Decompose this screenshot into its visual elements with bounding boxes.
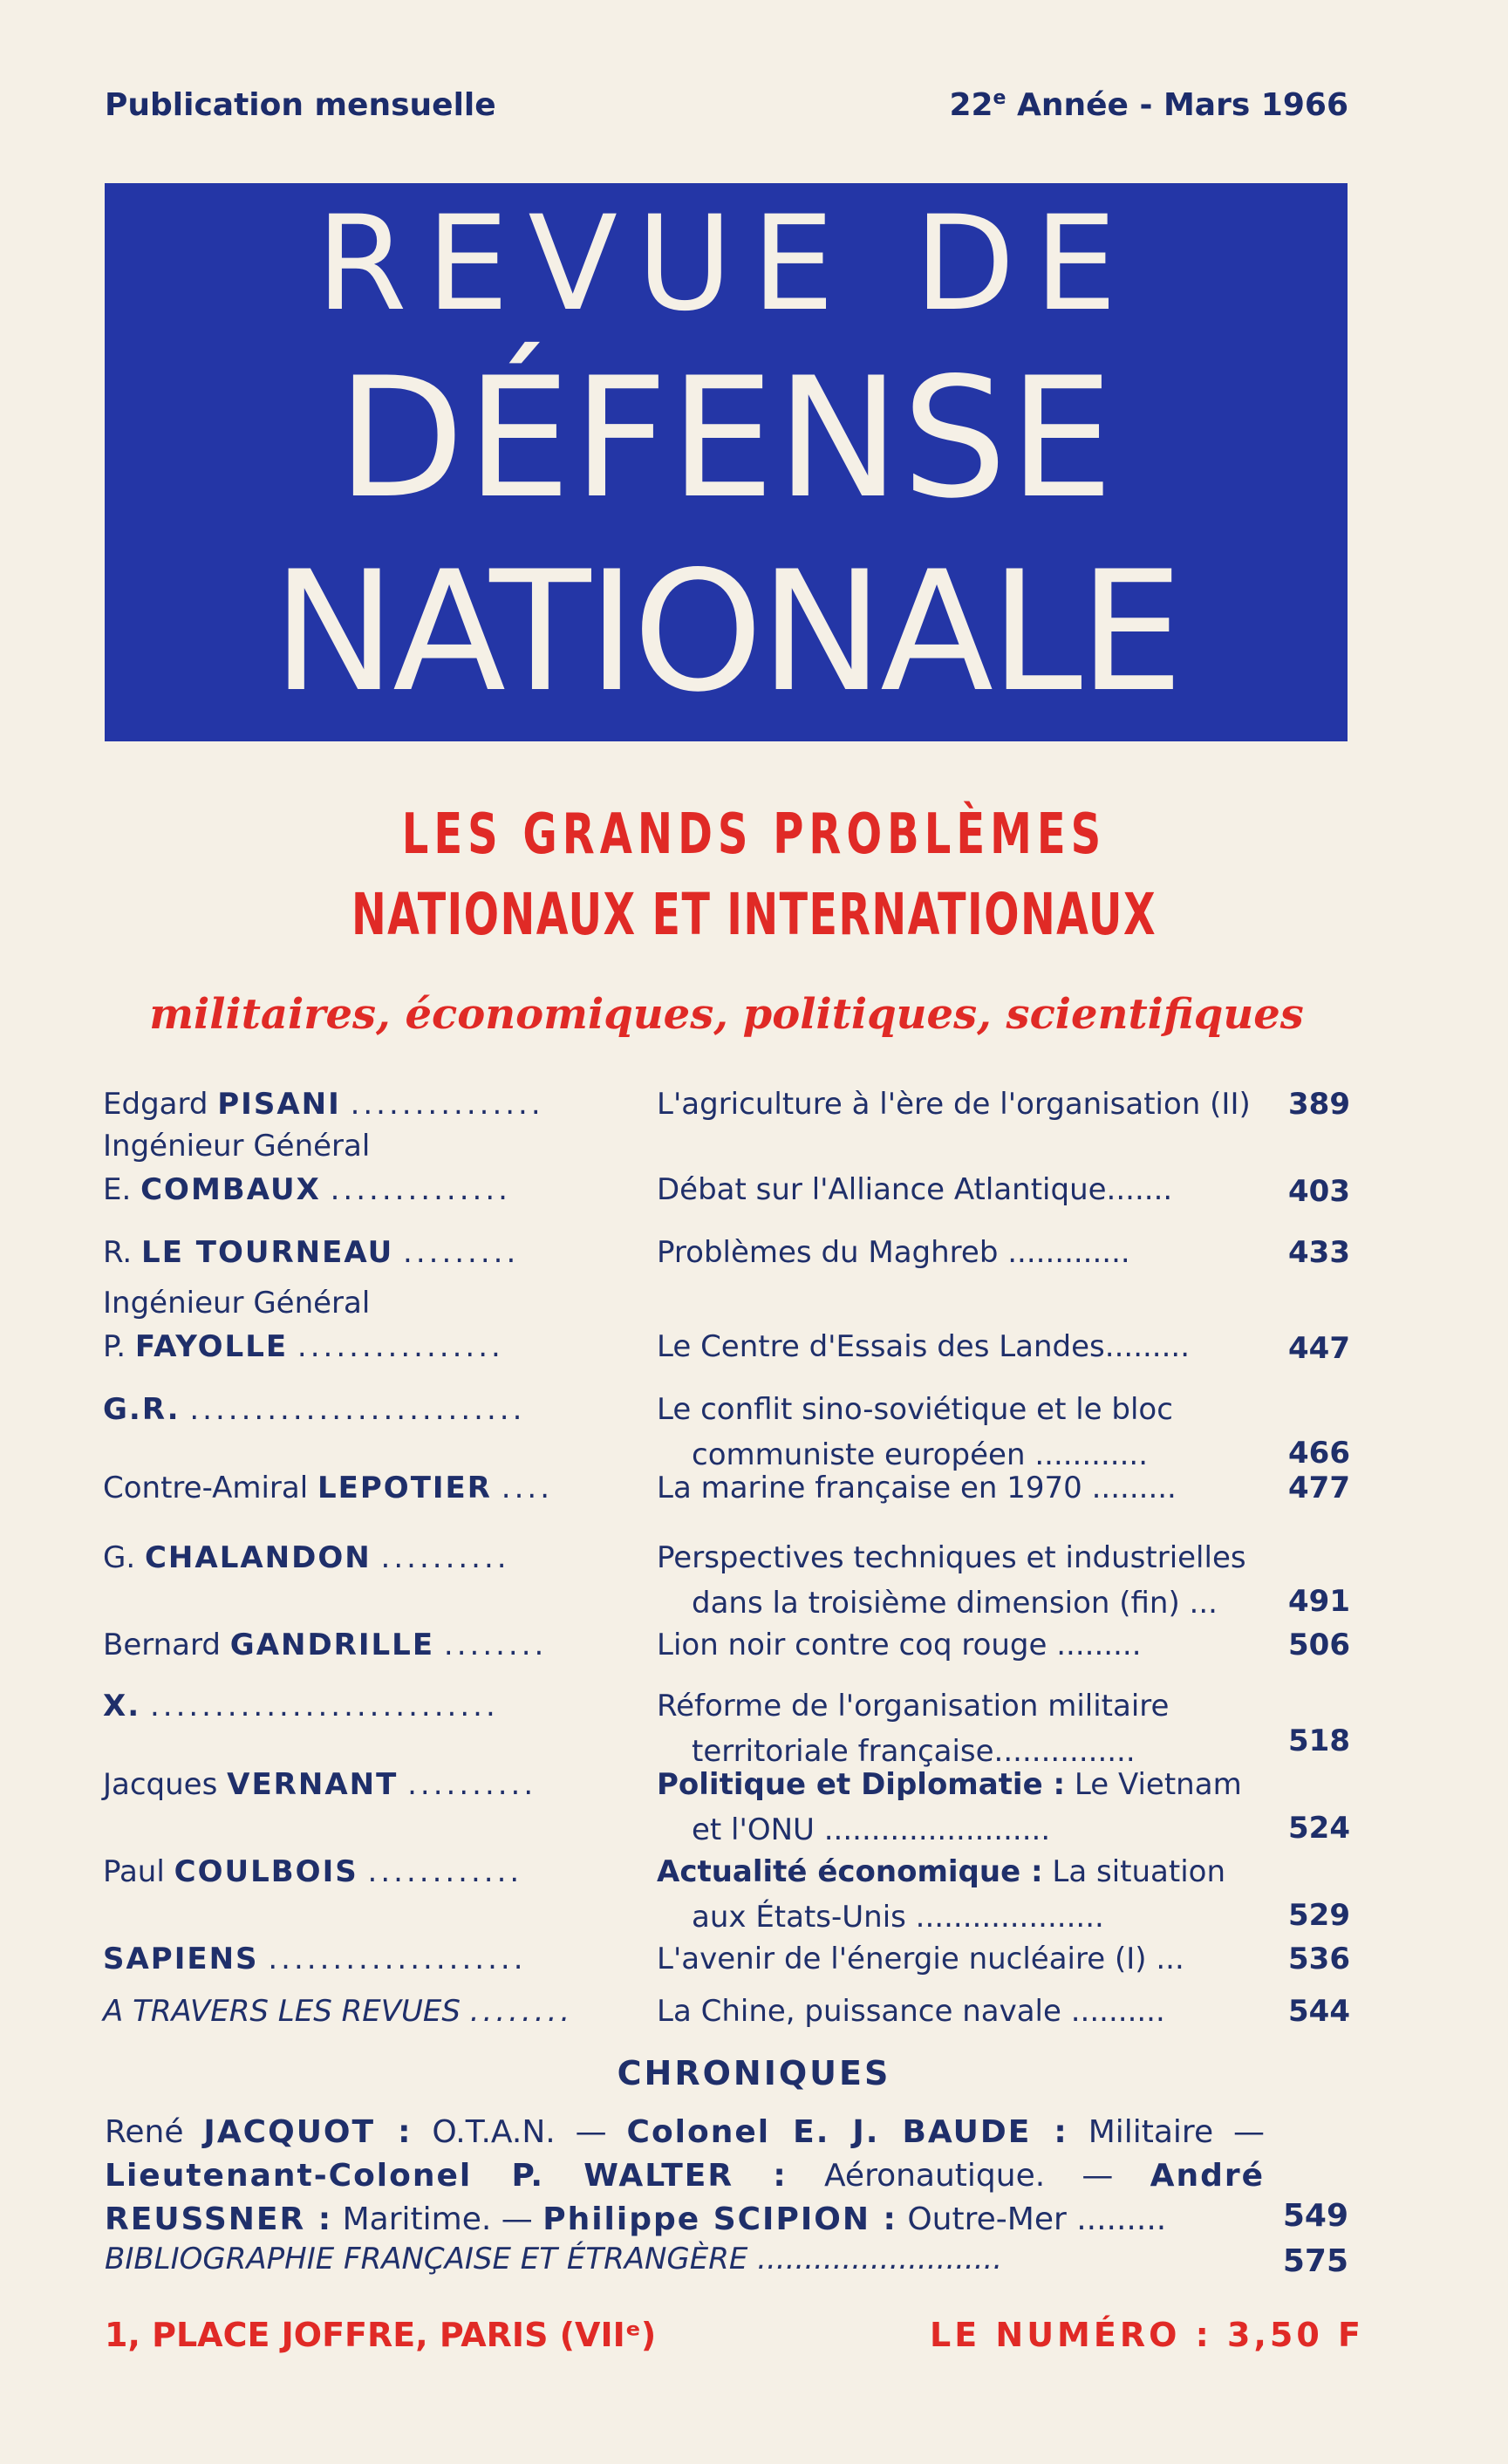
author-title: Ingénieur Général bbox=[103, 1129, 371, 1164]
toc-article-title: L'agriculture à l'ère de l'organisation (II) bbox=[657, 1087, 1251, 1122]
toc-page-number: 466 bbox=[1288, 1436, 1350, 1471]
chroniques-page: 549 bbox=[1282, 2198, 1348, 2234]
chroniques-text: René JACQUOT : O.T.A.N. — Colonel E. J. BAUDE : Militaire — Lieutenant-Colonel P. WALTER : Aéronautique. — André REUSSNER : Maritime. — Philippe SCIPION : Outre-Mer ......... bbox=[105, 2114, 1266, 2237]
author-name: CHALANDON bbox=[144, 1540, 372, 1575]
masthead-line-2: DÉFENSE bbox=[337, 342, 1116, 535]
toc-page-number: 524 bbox=[1288, 1811, 1350, 1846]
toc-author: R. LE TOURNEAU ......... bbox=[103, 1235, 520, 1270]
author-name: COMBAUX bbox=[140, 1172, 321, 1207]
chroniques-heading: CHRONIQUES bbox=[617, 2054, 891, 2092]
footer bbox=[105, 2316, 1364, 2364]
toc-page-number: 403 bbox=[1288, 1174, 1350, 1209]
masthead bbox=[105, 183, 1348, 741]
toc-article-title: Politique et Diplomatie : Le Vietnam et l'ONU ........................ bbox=[657, 1767, 1242, 1847]
toc-article-title: Le Centre d'Essais des Landes......... bbox=[657, 1329, 1191, 1364]
toc-article-title: Le conflit sino-soviétique et le bloc communiste européen ............ bbox=[657, 1392, 1173, 1472]
toc-article-title: La marine française en 1970 ......... bbox=[657, 1471, 1177, 1505]
toc-page-number: 529 bbox=[1288, 1898, 1350, 1933]
author-name: VERNANT bbox=[227, 1767, 399, 1802]
toc-author: Contre-Amiral LEPOTIER .... bbox=[103, 1471, 554, 1505]
author-name: A TRAVERS LES REVUES bbox=[103, 1994, 461, 2029]
issue-date: 22e Année - Mars 1966 bbox=[949, 87, 1348, 123]
toc-page-number: 433 bbox=[1288, 1235, 1350, 1270]
toc-author: X. ........................... bbox=[103, 1689, 499, 1723]
masthead-line-3: NATIONALE bbox=[271, 536, 1180, 728]
toc-article-title: Réforme de l'organisation militaire territoriale française............... bbox=[657, 1689, 1170, 1769]
address: 1, PLACE JOFFRE, PARIS (VIIᵉ) bbox=[105, 2316, 657, 2354]
masthead-line-1: REVUE DE bbox=[316, 188, 1136, 340]
toc-page-number: 477 bbox=[1288, 1471, 1350, 1505]
toc-article-title: Actualité économique : La situation aux États-Unis .................... bbox=[657, 1854, 1225, 1935]
author-title: Ingénieur Général bbox=[103, 1286, 371, 1321]
author-name: GANDRILLE bbox=[229, 1628, 435, 1662]
author-name: FAYOLLE bbox=[134, 1329, 289, 1364]
author-name: LE TOURNEAU bbox=[141, 1235, 394, 1270]
top-line bbox=[105, 87, 1348, 131]
author-name: G.R. bbox=[103, 1392, 181, 1427]
toc-article-title: Lion noir contre coq rouge ......... bbox=[657, 1628, 1142, 1662]
toc-page-number: 491 bbox=[1288, 1584, 1350, 1619]
toc-author: Jacques VERNANT .......... bbox=[103, 1767, 537, 1802]
subtitle-line-1: LES GRANDS PROBLÈMES bbox=[401, 802, 1107, 867]
toc-article-title: Problèmes du Maghreb ............. bbox=[657, 1235, 1130, 1270]
toc-article-title: Perspectives techniques et industrielles dans la troisième dimension (fin) ... bbox=[657, 1540, 1246, 1621]
toc-page-number: 447 bbox=[1288, 1331, 1350, 1366]
toc-author: Ingénieur Général E. COMBAUX .............. bbox=[103, 1125, 609, 1212]
toc-article-title: La Chine, puissance navale .......... bbox=[657, 1994, 1165, 2029]
toc-author: G.R. .......................... bbox=[103, 1392, 526, 1427]
toc-author: Edgard PISANI ............... bbox=[103, 1087, 544, 1122]
toc-author: G. CHALANDON .......... bbox=[103, 1540, 510, 1575]
subtitle-line-2: NATIONAUX ET INTERNATIONAUX bbox=[351, 881, 1157, 948]
author-name: LEPOTIER bbox=[317, 1471, 492, 1505]
toc-article-title: Débat sur l'Alliance Atlantique....... bbox=[657, 1172, 1173, 1207]
subtitle-topics: militaires, économiques, politiques, scientifiques bbox=[149, 990, 1304, 1039]
publication-frequency: Publication mensuelle bbox=[105, 87, 496, 123]
toc-author: Paul COULBOIS ............ bbox=[103, 1854, 523, 1889]
toc-page-number: 389 bbox=[1288, 1087, 1350, 1122]
bibliography-page: 575 bbox=[1282, 2243, 1348, 2279]
author-name: PISANI bbox=[217, 1087, 341, 1122]
author-name: X. bbox=[103, 1689, 141, 1723]
toc-author: Bernard GANDRILLE ........ bbox=[103, 1628, 548, 1662]
toc-author: A TRAVERS LES REVUES ........ bbox=[103, 1994, 574, 2029]
toc-page-number: 506 bbox=[1288, 1628, 1350, 1662]
bibliography-line: BIBLIOGRAPHIE FRANÇAISE ET ÉTRANGÈRE .......................... bbox=[105, 2242, 1003, 2276]
toc-page-number: 536 bbox=[1288, 1942, 1350, 1976]
toc-author: SAPIENS .................... bbox=[103, 1942, 527, 1976]
toc-author: Ingénieur Général P. FAYOLLE ................ bbox=[103, 1282, 609, 1369]
price: LE NUMÉRO : 3,50 F bbox=[930, 2316, 1364, 2354]
toc-article-title: L'avenir de l'énergie nucléaire (I) ... bbox=[657, 1942, 1184, 1976]
author-name: COULBOIS bbox=[174, 1854, 358, 1889]
toc-page-number: 518 bbox=[1288, 1723, 1350, 1758]
toc-page-number: 544 bbox=[1288, 1994, 1350, 2029]
author-name: SAPIENS bbox=[103, 1942, 259, 1976]
